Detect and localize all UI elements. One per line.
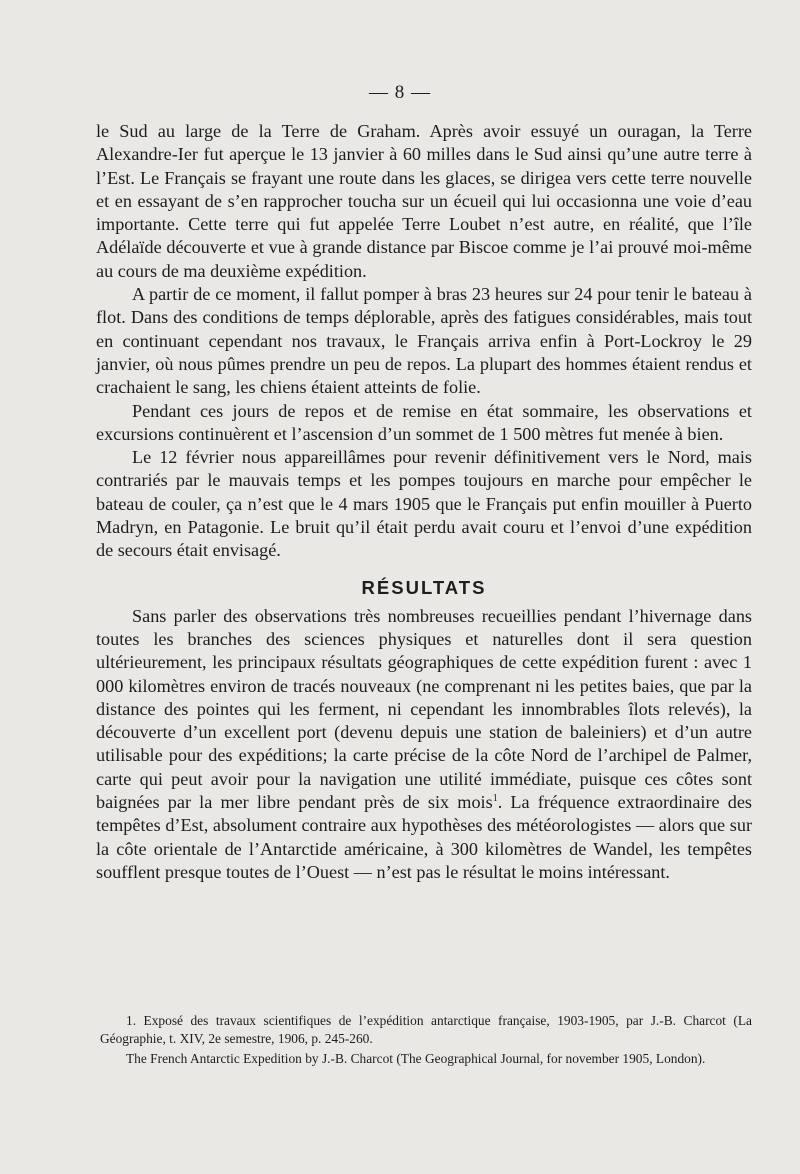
footnote-reference[interactable]: 1	[492, 792, 498, 804]
paragraph-1: le Sud au large de la Terre de Graham. Après avoir essuyé un ouragan, la Terre Alexandre-Ier fut aperçue le 13 janvier à 60 milles dans le Sud ainsi qu’une autre terre à l’Est. Le Français se frayant une route dans les glaces, se dirigea vers cette terre nouvelle et en essayant de s’en rapprocher toucha sur un écueil qui lui occasionna une voie d’eau importante. Cette terre qui fut appelée Terre Loubet n’est autre, en réalité, que l’île Adélaïde découverte et vue à grande distance par Biscoe comme je l’ai prouvé moi-même au cours de ma deuxième expédition.	[96, 121, 752, 281]
paragraph-resultats	[96, 605, 752, 885]
paragraph-2: A partir de ce moment, il fallut pomper à bras 23 heures sur 24 pour tenir le bateau à flot. Dans des conditions de temps déplorable, après des fatigues considérables, mais tout en continuant cependant nos travaux, le Français arriva enfin à Port-Lockroy le 29 janvier, où nous pûmes prendre un peu de repos. La plupart des hommes étaient rendus et crachaient le sang, les chiens étaient atteints de folie.	[96, 284, 752, 398]
paragraph-4: Le 12 février nous appareillâmes pour revenir définitivement vers le Nord, mais contrariés par le mauvais temps et les pompes toujours en marche pour empêcher le bateau de couler, ça n’est que le 4 mars 1905 que le Français put enfin mouiller à Puerto Madryn, en Patagonie. Le bruit qu’il était perdu avait couru et l’envoi d’une expédition de secours était envisagé.	[96, 447, 752, 561]
section-heading-resultats: RÉSULTATS	[361, 576, 487, 598]
paragraph-resultats-part-2: . La fréquence extraordinaire des tempêtes d’Est, absolument contraire aux hypothèses des météorologistes — alors que sur la côte orientale de l’Antarctide américaine, à 300 kilomètres de Wandel, les tempêtes soufflent presque toutes de l’Ouest — n’est pas le résultat le moins intéressant.	[96, 792, 752, 882]
footnotes	[100, 1012, 752, 1071]
footnote-2: The French Antarctic Expedition by J.-B. Charcot (The Geographical Journal, for november 1905, London).	[126, 1051, 706, 1066]
paragraph-3: Pendant ces jours de repos et de remise en état sommaire, les observations et excursions continuèrent et l’ascension d’un sommet de 1 500 mètres fut menée à bien.	[96, 400, 752, 444]
page-number: — 8 —	[369, 82, 431, 103]
footnote-1: 1. Exposé des travaux scientifiques de l’expédition antarctique française, 1903-1905, par J.-B. Charcot (La Géographie, t. XIV, 2e semestre, 1906, p. 245-260.	[100, 1013, 752, 1046]
paragraph-resultats-part-1: Sans parler des observations très nombreuses recueillies pendant l’hivernage dans toutes les branches des sciences physiques et naturelles dont il sera question ultérieurement, les principaux résultats géographiques de cette expédition furent : avec 1 000 kilomètres environ de tracés nouveaux (ne comprenant ni les petites baies, que par la distance des pointes qui les ferment, ni cependant les innombrables îlots relevés), la découverte d’un excellent port (devenu depuis une station de baleiniers) et d’un autre utilisable pour des expéditions; la carte précise de la côte Nord de l’archipel de Palmer, carte qui peut avoir pour la navigation une utilité immédiate, puisque ces côtes sont baignées par la mer libre pendant près de six mois	[96, 605, 752, 813]
body-text	[96, 120, 752, 884]
